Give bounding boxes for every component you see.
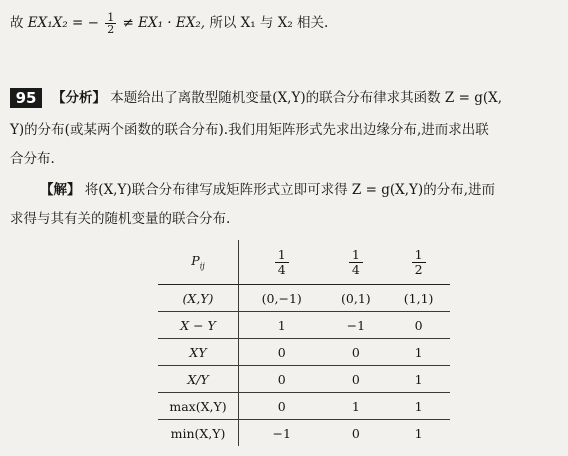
prob-denominator: 2	[414, 261, 423, 277]
row-label: XY	[158, 339, 239, 366]
table-row	[158, 393, 450, 420]
distribution-table	[158, 240, 450, 446]
prob-numerator: 1	[412, 248, 426, 263]
pij-label: $P_{ij}$	[191, 253, 205, 271]
analysis-line-2: Y)的分布(或某两个函数的联合分布).我们用矩阵形式先求出边缘分布,进而求出联	[10, 122, 489, 138]
conclusion-expr-left: EX₁X₂ = −	[27, 15, 99, 31]
row-label: (X,Y)	[158, 285, 239, 312]
analysis-line-1	[52, 89, 502, 107]
table-row	[158, 339, 450, 366]
table-cell: 0	[387, 312, 450, 339]
table-cell: 0	[239, 339, 325, 366]
table-cell: 0	[239, 393, 325, 420]
prob-cell	[239, 240, 325, 285]
row-label: X − Y	[158, 312, 239, 339]
solution-line-2: 求得与其有关的随机变量的联合分布.	[10, 211, 231, 227]
table-cell: 1	[387, 393, 450, 420]
table-cell: 1	[387, 339, 450, 366]
solution-line-1	[40, 181, 495, 199]
fraction-numerator: 1	[107, 11, 115, 24]
table-cell: 0	[324, 339, 387, 366]
table-row	[158, 366, 450, 393]
prob-denominator: 4	[277, 261, 286, 277]
conclusion-fraction	[105, 12, 116, 35]
solution-tag: 【解】	[40, 182, 81, 198]
analysis-text-1: 本题给出了离散型随机变量(X,Y)的联合分布律求其函数 Z = g(X,	[110, 90, 503, 106]
table-row	[158, 312, 450, 339]
conclusion-expr-right: ≠ EX₁ · EX₂,	[122, 15, 206, 31]
analysis-line-3: 合分布.	[10, 151, 55, 167]
row-label: X/Y	[158, 366, 239, 393]
table-cell: 0	[351, 425, 360, 441]
problem-number-badge: 95	[10, 88, 42, 108]
conclusion-line	[10, 12, 328, 35]
table-cell: 1	[414, 425, 423, 441]
prob-cell	[324, 240, 387, 285]
table-cell: 1	[324, 393, 387, 420]
table-cell: (0,1)	[324, 285, 387, 312]
table-cell: 0	[239, 366, 325, 393]
table-cell: −1	[272, 425, 291, 441]
prob-numerator: 1	[275, 248, 289, 263]
conclusion-prefix: 故	[10, 15, 24, 31]
table-cell: −1	[324, 312, 387, 339]
prob-numerator: 1	[349, 248, 363, 263]
conclusion-suffix: 所以 X₁ 与 X₂ 相关.	[209, 15, 329, 31]
row-label: min(X,Y)	[158, 420, 239, 447]
fraction-denominator: 2	[107, 23, 115, 36]
prob-cell	[387, 240, 450, 285]
table-cell: 1	[239, 312, 325, 339]
table-cell: (1,1)	[387, 285, 450, 312]
table-header-row	[158, 240, 450, 285]
table-row	[158, 420, 450, 447]
row-label: max(X,Y)	[158, 393, 239, 420]
table-row	[158, 285, 450, 312]
header-label-cell	[158, 240, 239, 285]
solution-text-1: 将(X,Y)联合分布律写成矩阵形式立即可求得 Z = g(X,Y)的分布,进而	[84, 182, 495, 198]
analysis-tag: 【分析】	[52, 90, 106, 106]
table-cell: 1	[387, 366, 450, 393]
prob-denominator: 4	[351, 261, 360, 277]
table-cell: (0,−1)	[239, 285, 325, 312]
table-cell: 0	[324, 366, 387, 393]
